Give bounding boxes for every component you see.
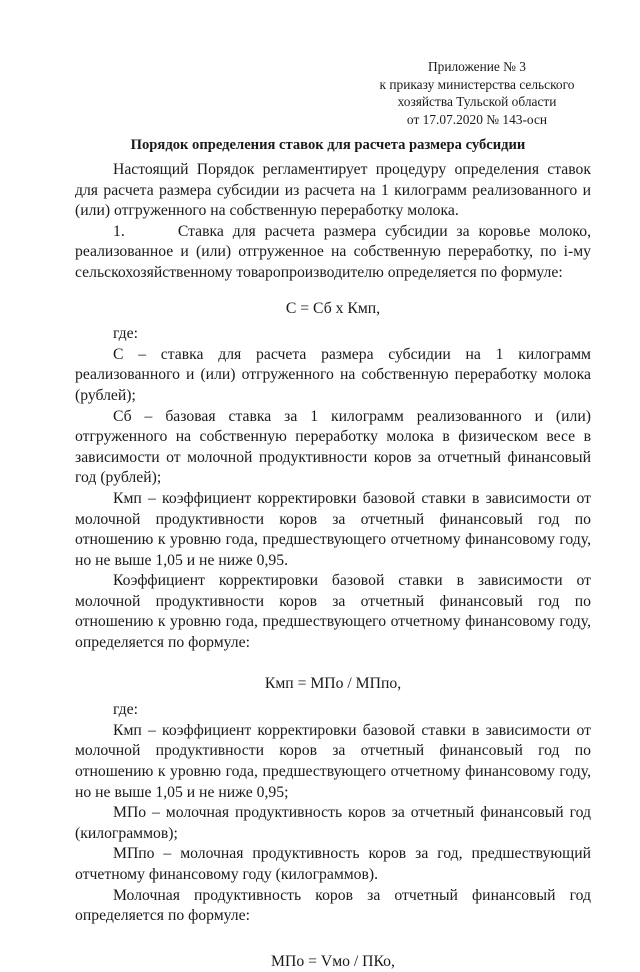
formula-rate: С = Сб х Кмп,	[285, 299, 381, 317]
definition-cb: Сб – базовая ставка за 1 килограмм реализованного и (или) отгруженного на собственную переработку молока в физическом весе в зависимости от молочной продуктивности коров за отчетный финансовый год (рублей);	[75, 407, 591, 487]
definition-kmp-2: Кмп – коэффициент корректировки базовой ставки в зависимости от молочной продуктивности коров за отчетный финансовый год по отношению к уровню года, предшествующего отчетному финансовому году, но не выше 1,05 и не ниже 0,95;	[75, 721, 591, 801]
definition-c: С – ставка для расчета размера субсидии на 1 килограмм реализованного и (или) отгруженного на собственную переработку молока (рублей);	[75, 345, 591, 404]
appendix-line: Приложение № 3	[427, 59, 527, 74]
appendix-line: к приказу министерства сельского	[379, 76, 575, 92]
definition-kmp: Кмп – коэффициент корректировки базовой ставки в зависимости от молочной продуктивности коров за отчетный финансовый год по отношению к уровню года, предшествующего отчетному финансовому году, но не выше 1,05 и не ниже 0,95.	[75, 489, 591, 569]
paragraph-milk-productivity: Молочная продуктивность коров за отчетный финансовый год определяется по формуле:	[75, 886, 591, 925]
definition-mppo: МПпо – молочная продуктивность коров за год, предшествующий отчетному финансовому году (килограммов).	[75, 845, 591, 883]
formula-coefficient: Кмп = МПо / МПпо,	[264, 674, 402, 692]
document-body	[75, 160, 591, 972]
definition-mpo: МПо – молочная продуктивность коров за отчетный финансовый год (килограммов);	[75, 804, 591, 842]
appendix-line: хозяйства Тульской области	[397, 94, 557, 109]
appendix-header	[372, 58, 582, 128]
where-label: где:	[113, 701, 138, 719]
appendix-line: от 17.07.2020 № 143-осн	[406, 111, 548, 127]
paragraph-coefficient: Коэффициент корректировки базовой ставки в зависимости от молочной продуктивности коров за отчетный финансовый год по отношению к уровню года, предшествующего отчетному финансовому году, определяется по формуле:	[75, 572, 591, 652]
document-title: Порядок определения ставок для расчета размера субсидии	[130, 137, 526, 153]
formula-milk-productivity: МПо = Vмо / ПКо,	[271, 952, 395, 970]
where-label: где:	[113, 325, 138, 343]
paragraph-intro: Настоящий Порядок регламентирует процедуру определения ставок для расчета размера субсидии из расчета на 1 килограмм реализованного и (или) отгруженного на собственную переработку молока.	[75, 161, 591, 220]
paragraph-item-1: 1. Ставка для расчета размера субсидии за коровье молоко, реализованное и (или) отгруженное на собственную переработку, по i-му сельскохозяйственному товаропроизводителю определяется по формуле:	[75, 222, 591, 281]
